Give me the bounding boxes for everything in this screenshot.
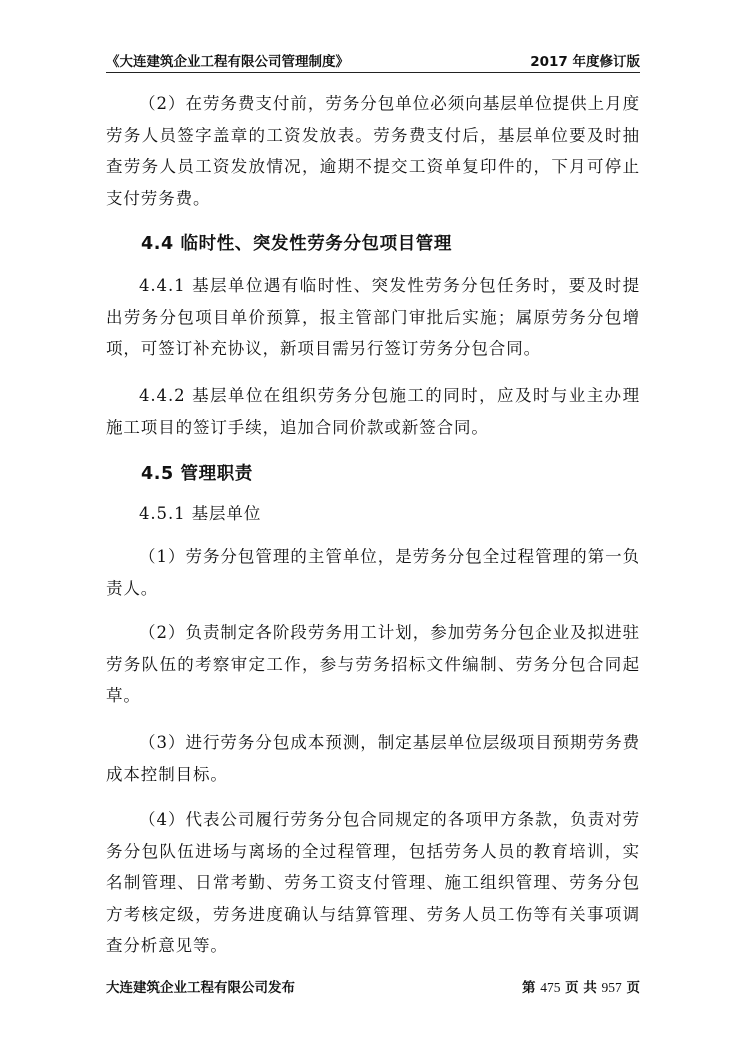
list-item-3: （3）进行劳务分包成本预测，制定基层单位层级项目预期劳务费成本控制目标。 [106, 733, 640, 784]
section-heading-4-4: 4.4 临时性、突发性劳务分包项目管理 [141, 234, 452, 254]
paragraph-4-4-1: 4.4.1 基层单位遇有临时性、突发性劳务分包任务时，要及时提出劳务分包项目单价预算，报主管部门审批后实施；属原劳务分包增项，可签订补充协议，新项目需另行签订劳务分包合同。 [106, 276, 640, 358]
paragraph-wage-payment: （2）在劳务费支付前，劳务分包单位必须向基层单位提供上月度劳务人员签字盖章的工资发放表。劳务费支付后，基层单位要及时抽查劳务人员工资发放情况，逾期不提交工资单复印件的，下月可停止支付劳务费。 [106, 94, 640, 208]
page-current: 475 [540, 980, 561, 995]
document-title: 《大连建筑企业工程有限公司管理制度》 [106, 54, 349, 70]
page-number [522, 976, 640, 996]
list-item-4: （4）代表公司履行劳务分包合同规定的各项甲方条款，负责对劳务分包队伍进场与离场的全过程管理，包括劳务人员的教育培训，实名制管理、日常考勤、劳务工资支付管理、施工组织管理、劳务分包方考核定级，劳务进度确认与结算管理、劳务人员工伤等有关事项调查分析意见等。 [106, 810, 640, 955]
list-item-1: （1）劳务分包管理的主管单位，是劳务分包全过程管理的第一负责人。 [106, 547, 640, 598]
paragraph-4-5-1: 4.5.1 基层单位 [139, 504, 262, 523]
page-header [106, 48, 640, 73]
publisher-label: 大连建筑企业工程有限公司发布 [106, 980, 295, 996]
section-heading-4-5: 4.5 管理职责 [141, 464, 253, 484]
paragraph-4-4-2: 4.4.2 基层单位在组织劳务分包施工的同时，应及时与业主办理施工项目的签订手续，追加合同价款或新签合同。 [106, 386, 640, 437]
list-item-2: （2）负责制定各阶段劳务用工计划，参加劳务分包企业及拟进驻劳务队伍的考察审定工作，参与劳务招标文件编制、劳务分包合同起草。 [106, 623, 640, 705]
page-total: 957 [601, 980, 622, 995]
page-suffix: 页 [626, 980, 640, 996]
page-prefix: 第 [521, 980, 536, 996]
page-mid: 页 共 [565, 980, 597, 996]
page-footer [106, 976, 640, 998]
edition-label: 2017 年度修订版 [530, 54, 640, 70]
